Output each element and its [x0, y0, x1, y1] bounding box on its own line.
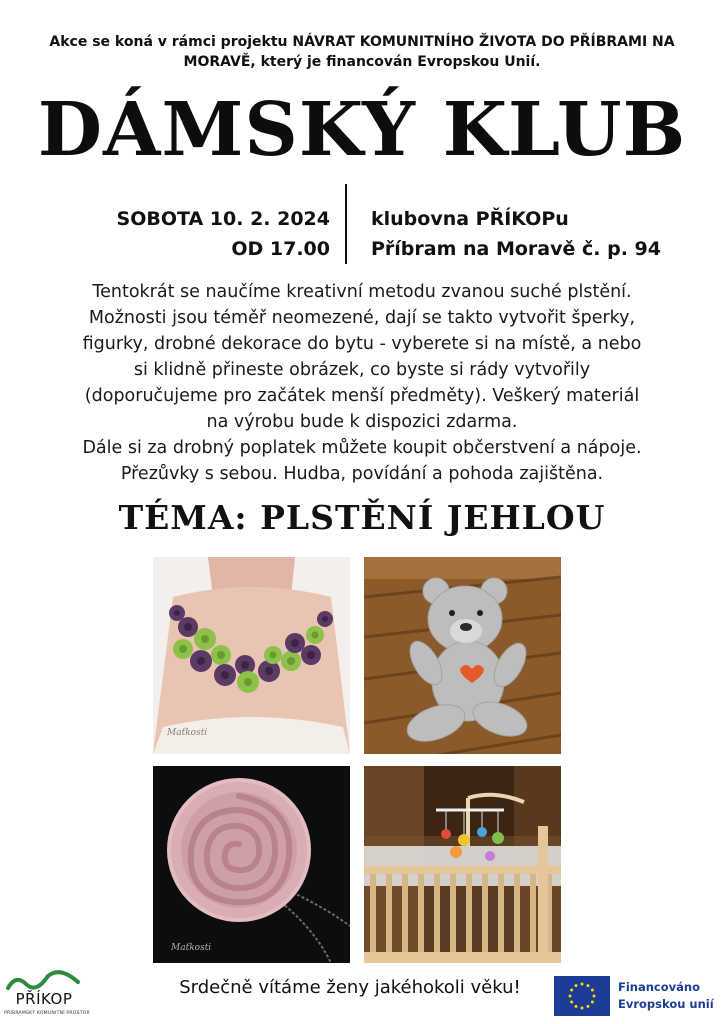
photo-felt-teddy-bear — [364, 557, 561, 754]
event-date: SOBOTA 10. 2. 2024 — [116, 208, 330, 230]
eu-star — [581, 983, 584, 986]
event-venue: klubovna PŘÍKOPu — [371, 208, 569, 230]
eu-funding-text — [618, 979, 714, 1013]
prikop-wave-icon — [4, 968, 90, 992]
event-when — [117, 204, 330, 264]
intro-line-2: MORAVĚ, který je financován Evropskou Unií. — [183, 54, 541, 70]
logo-tagline: PŘÍBRAMSKÝ KOMUNITNÍ PROSTOR — [4, 1011, 90, 1016]
description-line: (doporučujeme pro začátek menší předměty). Veškerý materiál — [84, 386, 640, 406]
eu-star — [587, 1005, 590, 1008]
description-line: Přezůvky s sebou. Hudba, povídání a pohoda zajištěna. — [120, 464, 604, 484]
eu-star — [591, 1001, 594, 1004]
intro-line-1: Akce se koná v rámci projektu NÁVRAT KOMUNITNÍHO ŽIVOTA DO PŘÍBRAMI NA — [49, 34, 675, 50]
photo-felt-rose-brooch — [153, 766, 350, 963]
eu-star — [587, 984, 590, 987]
event-description — [28, 279, 696, 487]
eu-star — [570, 1001, 573, 1004]
prikop-logo — [4, 968, 90, 1022]
eu-flag-icon — [554, 976, 610, 1016]
eu-star — [593, 995, 596, 998]
eu-star — [575, 984, 578, 987]
photo-felt-necklace — [153, 557, 350, 754]
description-line: Možnosti jsou téměř neomezené, dají se takto vytvořit šperky, — [88, 308, 636, 328]
description-line: Tentokrát se naučíme kreativní metodu zvanou suché plstění. — [92, 282, 632, 302]
event-where — [371, 204, 661, 264]
description-line: figurky, drobné dekorace do bytu - vyberete si na místě, a nebo — [82, 334, 642, 354]
photo-signature: Maťkosti — [171, 943, 212, 953]
eu-star — [591, 989, 594, 992]
eu-star — [570, 989, 573, 992]
theme-heading: TÉMA: PLSTĚNÍ JEHLOU — [118, 498, 606, 537]
vertical-divider — [345, 184, 347, 264]
welcome-text: Srdečně vítáme ženy jakéhokoli věku! — [179, 977, 521, 998]
logo-name: PŘÍKOP — [15, 990, 73, 1008]
eu-star — [569, 995, 572, 998]
description-line: si klidně přineste obrázek, co byste si rády vytvořily — [133, 360, 591, 380]
project-intro — [20, 32, 704, 72]
event-address: Příbram na Moravě č. p. 94 — [371, 238, 661, 260]
eu-star — [581, 1007, 584, 1010]
description-line: na výrobu bude k dispozici zdarma. — [206, 412, 518, 432]
eu-star — [575, 1005, 578, 1008]
photo-signature: Maťkosti — [167, 728, 208, 738]
event-time: OD 17.00 — [231, 238, 330, 260]
eu-text-line-1: Financováno — [618, 980, 700, 994]
description-line: Dále si za drobný poplatek můžete koupit občerstvení a nápoje. — [82, 438, 642, 458]
page-title: DÁMSKÝ KLUB — [37, 87, 687, 173]
photo-felt-mobile-crib — [364, 766, 561, 963]
eu-text-line-2: Evropskou unií — [618, 997, 714, 1011]
